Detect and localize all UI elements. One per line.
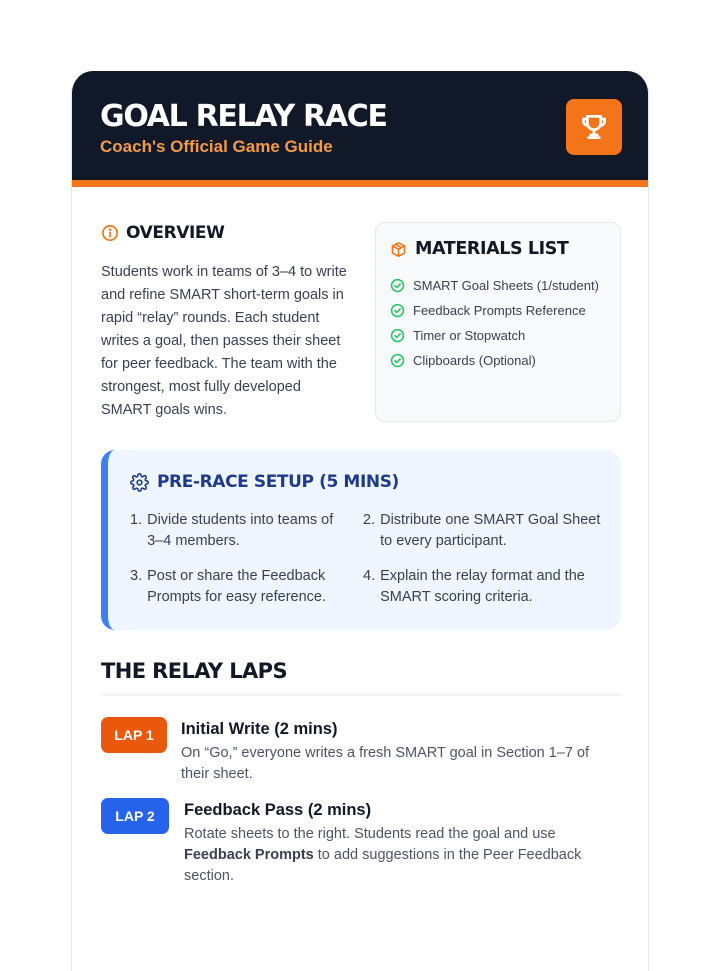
- info-icon: [101, 224, 119, 242]
- lap-2-desc-before: Rotate sheets to the right. Students read the goal and use: [184, 826, 556, 842]
- materials-heading: [390, 239, 606, 259]
- list-item: [390, 348, 606, 373]
- material-label: Timer or Stopwatch: [413, 328, 526, 343]
- setup-step: [363, 510, 603, 552]
- lap-2-badge: LAP 2: [101, 798, 169, 834]
- game-guide-card: [71, 71, 649, 971]
- page-subtitle: Coach's Official Game Guide: [100, 137, 333, 156]
- trophy-icon: [578, 111, 610, 143]
- step-text: Divide students into teams of 3–4 members.: [147, 512, 334, 549]
- step-text: Explain the relay format and the SMART scoring criteria.: [380, 568, 585, 605]
- check-circle-icon: [390, 278, 405, 293]
- check-circle-icon: [390, 328, 405, 343]
- step-number: 4.: [363, 568, 376, 584]
- overview-text: Students work in teams of 3–4 to write and refine SMART short-term goals in rapid “relay” rounds. Each student writes a goal, then passes their sheet for peer feedback. The team with the strongest, most fully developed SMART goals wins.: [101, 264, 347, 418]
- overview-title: OVERVIEW: [126, 223, 225, 243]
- lap-2-desc-after: to add suggestions in the Peer Feedback section.: [184, 847, 582, 884]
- materials-panel: [375, 222, 621, 422]
- guide-header: [72, 71, 648, 187]
- lap-2-title: Feedback Pass (2 mins): [184, 801, 372, 819]
- gear-icon: [130, 473, 149, 492]
- material-label: Clipboards (Optional): [413, 353, 536, 368]
- step-text: Distribute one SMART Goal Sheet to every participant.: [380, 512, 601, 549]
- list-item: [390, 273, 606, 298]
- list-item: [390, 323, 606, 348]
- setup-step: [363, 566, 613, 608]
- check-circle-icon: [390, 303, 405, 318]
- setup-heading: [130, 472, 399, 492]
- feedback-prompts-emphasis: Feedback Prompts: [184, 847, 314, 863]
- lap-1-title: Initial Write (2 mins): [181, 720, 338, 738]
- check-circle-icon: [390, 353, 405, 368]
- divider: [101, 693, 621, 696]
- step-number: 2.: [363, 512, 376, 528]
- setup-step: [130, 566, 360, 608]
- lap-2-description: [184, 824, 604, 887]
- trophy-badge: [566, 99, 622, 155]
- materials-list: [390, 273, 606, 373]
- page-title: GOAL RELAY RACE: [100, 99, 387, 134]
- list-item: [390, 298, 606, 323]
- setup-step: [130, 510, 350, 552]
- step-text: Post or share the Feedback Prompts for easy reference.: [147, 568, 327, 605]
- laps-heading: THE RELAY LAPS: [101, 659, 287, 683]
- step-number: 1.: [130, 512, 143, 528]
- material-label: SMART Goal Sheets (1/student): [413, 278, 599, 293]
- material-label: Feedback Prompts Reference: [413, 303, 586, 318]
- step-number: 3.: [130, 568, 143, 584]
- box-icon: [390, 241, 407, 258]
- setup-title: PRE-RACE SETUP (5 MINS): [157, 472, 399, 492]
- setup-panel: [101, 450, 621, 630]
- overview-heading: [101, 223, 225, 243]
- lap-1-badge: LAP 1: [101, 717, 167, 753]
- lap-1-description: On “Go,” everyone writes a fresh SMART goal in Section 1–7 of their sheet.: [181, 745, 590, 782]
- materials-title: MATERIALS LIST: [415, 239, 569, 259]
